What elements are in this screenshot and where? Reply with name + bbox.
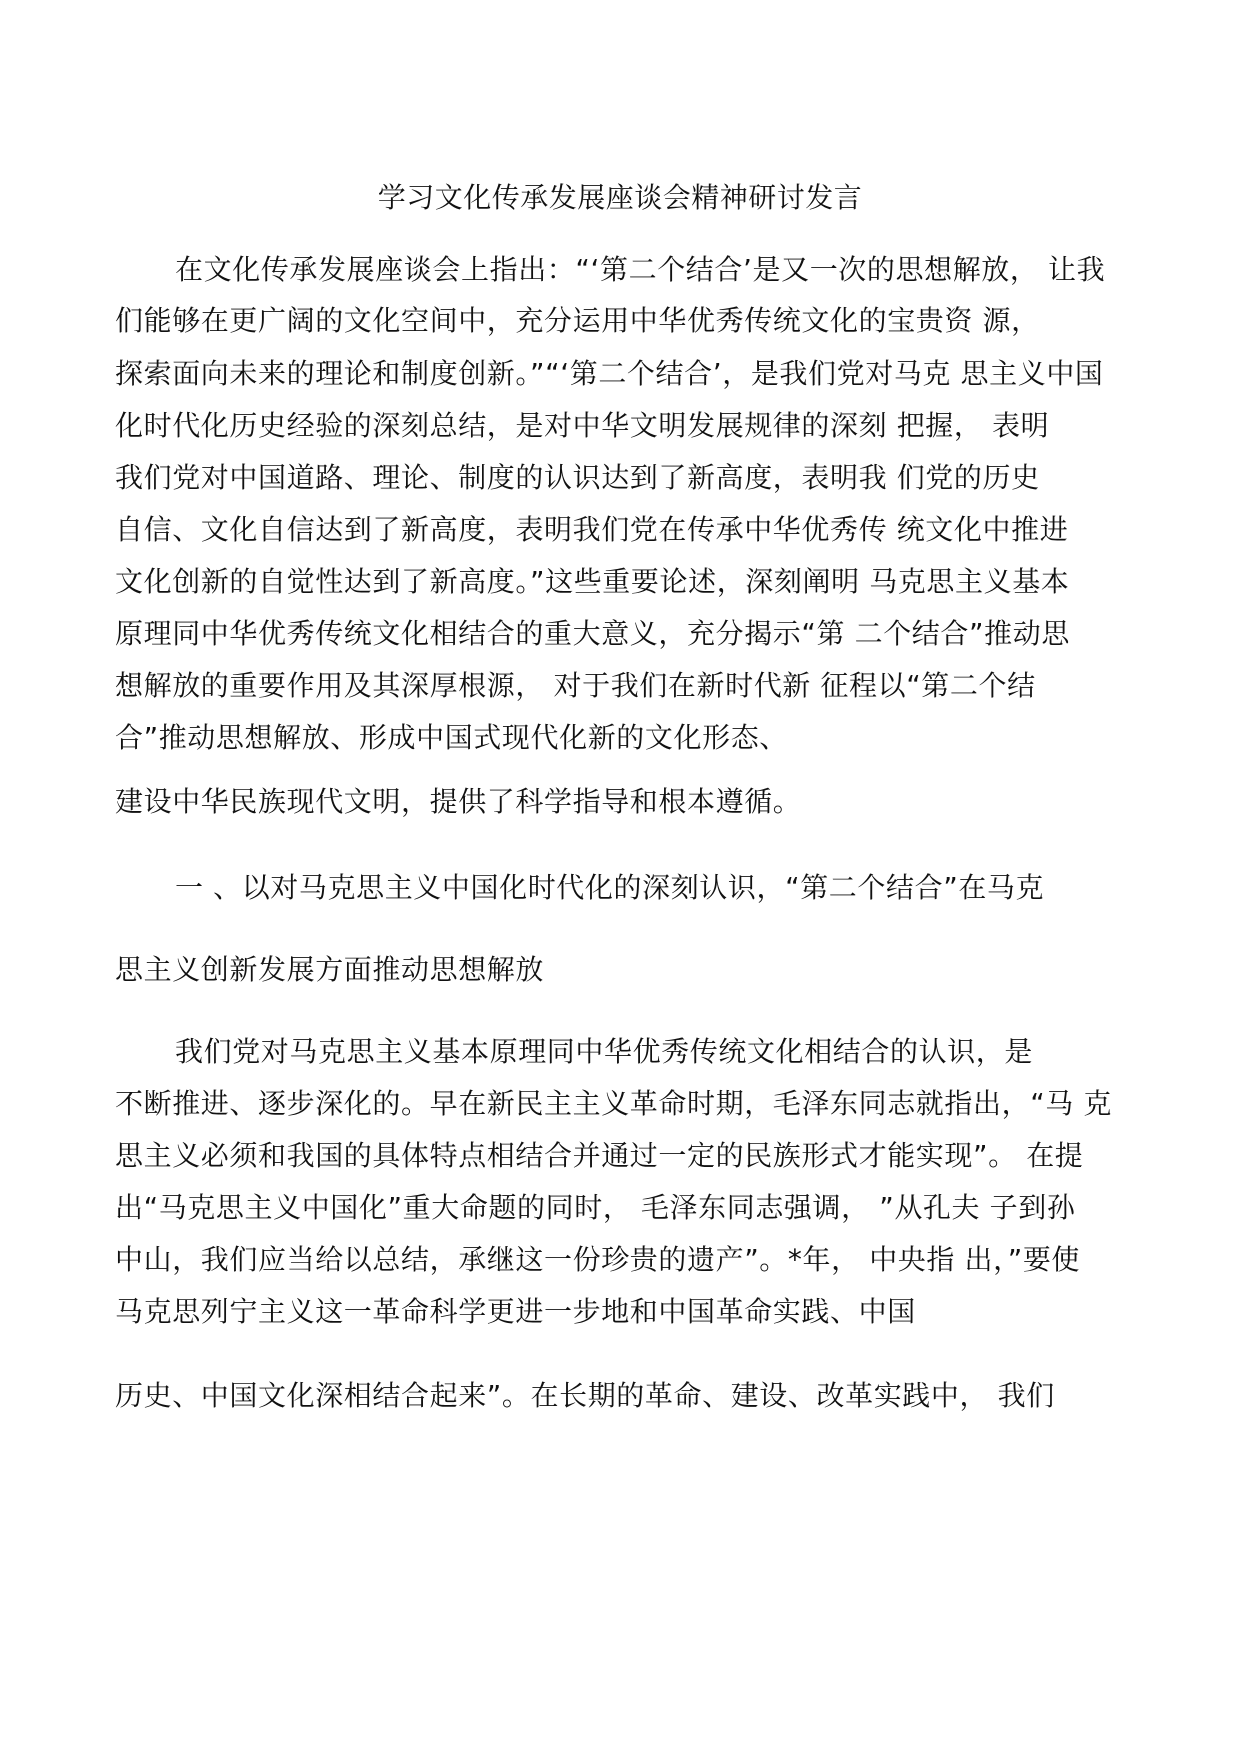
paragraph-line: 原理同中华优秀传统文化相结合的重大意义，充分揭示“第 二个结合”推动思 [115,617,1070,650]
paragraph-line: 合”推动思想解放、形成中国式现代化新的文化形态、 [115,721,788,754]
document-title: 学习文化传承发展座谈会精神研讨发言 [377,181,863,214]
paragraph-line: 化时代化历史经验的深刻总结，是对中华文明发展规律的深刻 把握， 表明 [115,409,1050,442]
paragraph-line: 中山，我们应当给以总结，承继这一份珍贵的遗产”。*年， 中央指 出，”要使 [115,1243,1081,1276]
paragraph-line: 不断推进、逐步深化的。早在新民主主义革命时期，毛泽东同志就指出，“马 克 [115,1087,1113,1120]
section-heading: 思主义创新发展方面推动思想解放 [115,953,545,986]
paragraph-line: 我们党对中国道路、理论、制度的认识达到了新高度，表明我 们党的历史 [115,461,1040,494]
paragraph-line: 思主义必须和我国的具体特点相结合并通过一定的民族形式才能实现”。 在提 [115,1139,1084,1172]
paragraph-line: 马克思列宁主义这一革命科学更进一步地和中国革命实践、中国 [115,1295,916,1328]
paragraph-line: 们能够在更广阔的文化空间中，充分运用中华优秀传统文化的宝贵资 源， [115,304,1040,337]
paragraph-line: 想解放的重要作用及其深厚根源， 对于我们在新时代新 征程以“第二个结 [115,669,1036,702]
section-heading: 一 、以对马克思主义中国化时代化的深刻认识，“第二个结合”在马克 [175,871,1045,904]
paragraph-line: 出“马克思主义中国化”重大命题的同时， 毛泽东同志强调， ”从孔夫 子到孙 [115,1191,1076,1224]
paragraph-line: 在文化传承发展座谈会上指出：“‘第二个结合’是又一次的思想解放， 让我 [175,253,1106,286]
paragraph-line: 我们党对马克思主义基本原理同中华优秀传统文化相结合的认识，是 [175,1035,1034,1068]
paragraph-line: 建设中华民族现代文明，提供了科学指导和根本遵循。 [115,785,802,818]
paragraph-line: 探索面向未来的理论和制度创新。”“‘第二个结合’，是我们党对马克 思主义中国 [115,357,1104,390]
paragraph-line: 文化创新的自觉性达到了新高度。”这些重要论述，深刻阐明 马克思主义基本 [115,565,1070,598]
paragraph-line: 自信、文化自信达到了新高度，表明我们党在传承中华优秀传 统文化中推进 [115,513,1069,546]
paragraph-line: 历史、中国文化深相结合起来”。在长期的革命、建设、改革实践中， 我们 [115,1379,1055,1412]
